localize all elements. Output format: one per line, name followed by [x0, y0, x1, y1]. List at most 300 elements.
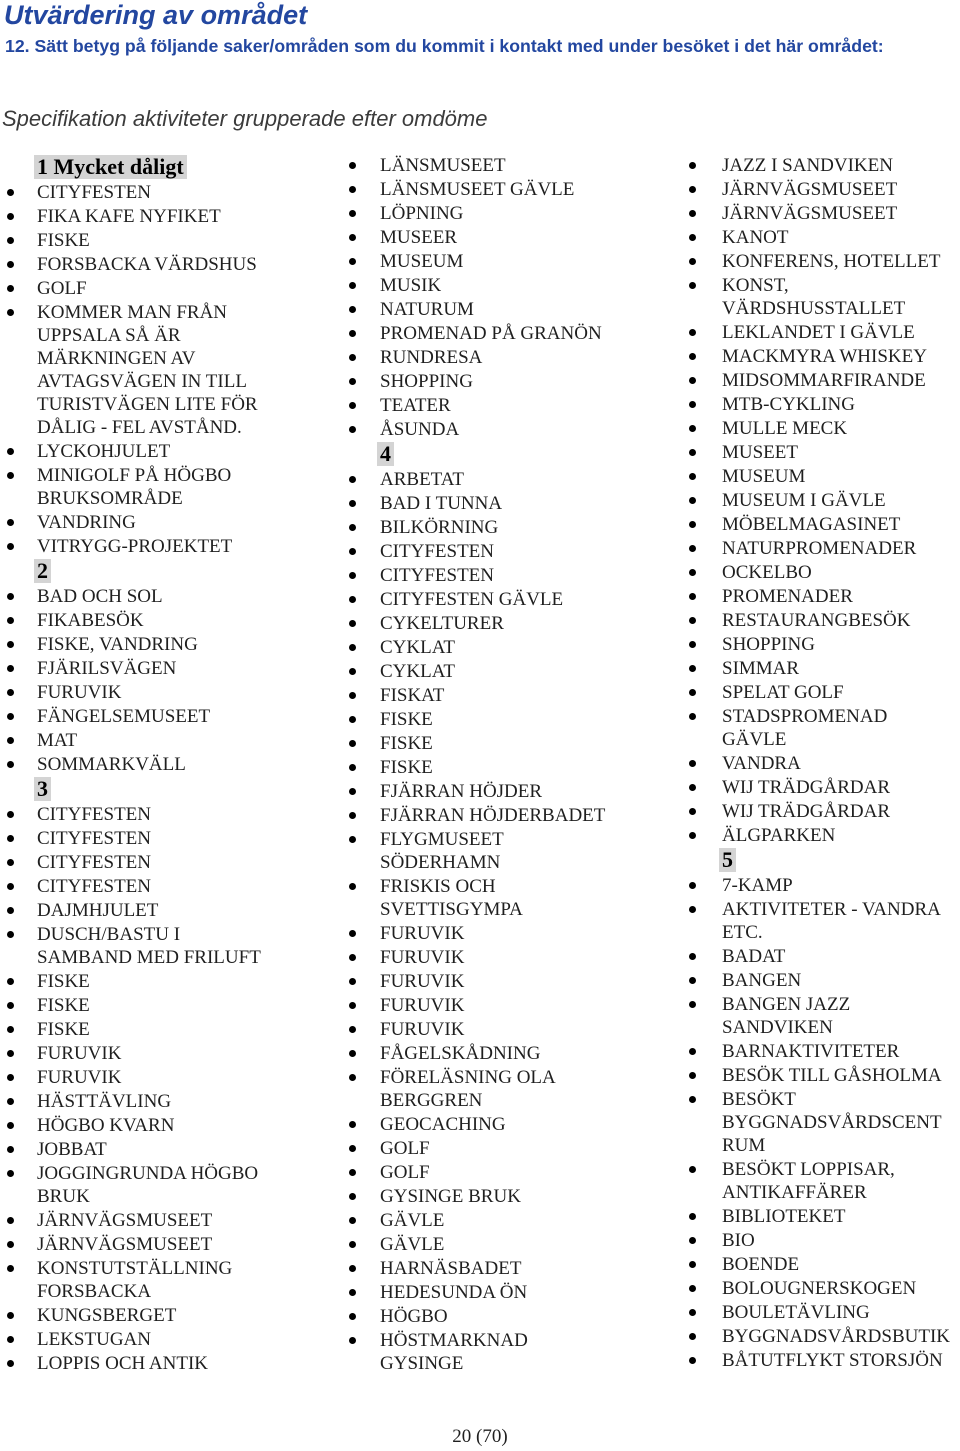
list-item — [682, 1349, 960, 1372]
list-item-label: BANGEN JAZZ SANDVIKEN — [722, 994, 851, 1038]
list-item-label: CITYFESTEN — [380, 541, 494, 562]
list-item — [342, 1042, 672, 1065]
bullet-icon — [7, 309, 14, 316]
list-item-label: CYKELTURER — [380, 613, 504, 634]
bullet-icon — [689, 1237, 696, 1244]
bullet-icon — [349, 572, 356, 579]
bullet-icon — [689, 545, 696, 552]
list-item — [342, 370, 672, 393]
list-item — [0, 994, 332, 1017]
list-item-label: CITYFESTEN — [380, 565, 494, 586]
list-item — [342, 154, 672, 177]
page-number: 20 (70) — [452, 1426, 508, 1447]
list-item — [342, 946, 672, 969]
bullet-icon — [689, 617, 696, 624]
bullet-icon — [689, 1096, 696, 1103]
list-item-label: CITYFESTEN — [37, 804, 151, 825]
bullet-icon — [349, 1050, 356, 1057]
list-item — [0, 851, 332, 874]
list-item — [0, 1328, 332, 1351]
bullet-icon — [689, 282, 696, 289]
list-item-label: FJÄRILSVÄGEN — [37, 658, 177, 679]
list-item — [342, 1329, 672, 1375]
list-item-label: FISKE — [380, 733, 433, 754]
list-item-label: STADSPROMENAD GÄVLE — [722, 706, 888, 750]
bullet-icon — [7, 907, 14, 914]
list-item-label: MTB-CYKLING — [722, 394, 855, 415]
list-item — [342, 756, 672, 779]
bullet-icon — [689, 713, 696, 720]
bullet-icon — [689, 1357, 696, 1364]
list-item — [682, 178, 960, 201]
list-item — [0, 1066, 332, 1089]
list-item-label: FURUVIK — [37, 682, 122, 703]
list-item — [682, 969, 960, 992]
list-column — [342, 154, 672, 1376]
bullet-icon — [7, 1217, 14, 1224]
list-item-label: FURUVIK — [380, 923, 465, 944]
list-item — [342, 732, 672, 755]
list-item-label: OCKELBO — [722, 562, 812, 583]
bullet-icon — [349, 1074, 356, 1081]
list-item — [0, 1042, 332, 1065]
list-item — [342, 346, 672, 369]
list-item-label: GÄVLE — [380, 1234, 445, 1255]
bullet-icon — [349, 234, 356, 241]
list-item — [0, 585, 332, 608]
list-item — [342, 828, 672, 874]
list-item-label: JÄRNVÄGSMUSEET — [722, 203, 898, 224]
bullet-icon — [349, 378, 356, 385]
bullet-icon — [7, 213, 14, 220]
list-item — [0, 970, 332, 993]
list-item-label: VANDRA — [722, 753, 801, 774]
list-item — [0, 1018, 332, 1041]
list-item — [0, 609, 332, 632]
bullet-icon — [689, 641, 696, 648]
list-item — [342, 1137, 672, 1160]
list-item-label: HÖGBO KVARN — [37, 1115, 175, 1136]
list-item-label: FIKA KAFE NYFIKET — [37, 206, 221, 227]
list-item — [342, 298, 672, 321]
list-item — [342, 1233, 672, 1256]
list-item-label: NATURUM — [380, 299, 474, 320]
bullet-icon — [689, 1285, 696, 1292]
list-item — [682, 776, 960, 799]
list-item — [0, 875, 332, 898]
list-item — [342, 202, 672, 225]
list-item — [0, 753, 332, 776]
list-item — [682, 250, 960, 273]
list-item-label: FISKE — [37, 1019, 90, 1040]
list-item-label: RUNDRESA — [380, 347, 483, 368]
bullet-icon — [689, 569, 696, 576]
list-item — [682, 1040, 960, 1063]
bullet-icon — [689, 808, 696, 815]
list-item — [682, 945, 960, 968]
bullet-icon — [689, 401, 696, 408]
bullet-icon — [689, 689, 696, 696]
list-item-label: BÅTUTFLYKT STORSJÖN — [722, 1350, 943, 1371]
list-item-label: GOLF — [380, 1138, 430, 1159]
bullet-icon — [349, 1169, 356, 1176]
list-item-label: FLYGMUSEET SÖDERHAMN — [380, 829, 504, 873]
list-item — [682, 1301, 960, 1324]
list-item-label: MUSEER — [380, 227, 458, 248]
list-item — [342, 636, 672, 659]
list-item-label: PROMENADER — [722, 586, 853, 607]
list-item — [682, 993, 960, 1039]
bullet-icon — [7, 1170, 14, 1177]
list-item-label: FJÄRRAN HÖJDERBADET — [380, 805, 606, 826]
list-item-label: MUSIK — [380, 275, 442, 296]
list-item-label: KANOT — [722, 227, 789, 248]
list-item-label: GÄVLE — [380, 1210, 445, 1231]
list-item-label: KOMMER MAN FRÅN UPPSALA SÅ ÄR MÄRKNINGEN AV AVTAGSVÄGEN IN TILL TURISTVÄGEN LITE FÖR DÅLIG - FEL AVSTÅND. — [37, 302, 258, 438]
list-item — [342, 1257, 672, 1280]
bullet-icon — [349, 354, 356, 361]
bullet-icon — [349, 812, 356, 819]
list-item — [682, 537, 960, 560]
list-item-label: MULLE MECK — [722, 418, 848, 439]
rating-group-label: 1 Mycket dåligt — [34, 155, 187, 179]
list-item — [342, 1113, 672, 1136]
list-item-label: FURUVIK — [380, 995, 465, 1016]
list-item — [0, 1352, 332, 1375]
bullet-icon — [7, 641, 14, 648]
list-item-label: JÄRNVÄGSMUSEET — [722, 179, 898, 200]
rating-group-heading — [342, 442, 672, 466]
list-item-label: DUSCH/BASTU I SAMBAND MED FRILUFT — [37, 924, 261, 968]
rating-group-heading — [0, 559, 332, 583]
list-item — [682, 1253, 960, 1276]
bullet-icon — [349, 1121, 356, 1128]
list-item-label: KONFERENS, HOTELLET — [722, 251, 941, 272]
list-item — [682, 585, 960, 608]
list-item-label: SIMMAR — [722, 658, 800, 679]
list-item-label: BADAT — [722, 946, 786, 967]
list-item-label: LYCKOHJULET — [37, 441, 171, 462]
list-item — [682, 226, 960, 249]
bullet-icon — [7, 237, 14, 244]
list-item — [682, 800, 960, 823]
list-item-label: KUNGSBERGET — [37, 1305, 177, 1326]
bullet-icon — [349, 1193, 356, 1200]
list-item — [682, 465, 960, 488]
list-item — [0, 803, 332, 826]
bullet-icon — [689, 162, 696, 169]
bullet-icon — [7, 189, 14, 196]
list-item-label: CITYFESTEN — [37, 182, 151, 203]
list-item — [0, 181, 332, 204]
bullet-icon — [7, 519, 14, 526]
bullet-icon — [7, 261, 14, 268]
list-item — [0, 633, 332, 656]
bullet-icon — [349, 620, 356, 627]
list-item — [682, 633, 960, 656]
bullet-icon — [349, 1002, 356, 1009]
list-item — [0, 1162, 332, 1208]
list-item-label: ARBETAT — [380, 469, 464, 490]
list-column — [682, 154, 960, 1373]
bullet-icon — [689, 186, 696, 193]
list-item — [682, 1325, 960, 1348]
rating-group-label: 5 — [719, 848, 736, 872]
list-item-label: GOLF — [37, 278, 87, 299]
list-item-label: CITYFESTEN — [37, 852, 151, 873]
bullet-icon — [7, 737, 14, 744]
list-item-label: SPELAT GOLF — [722, 682, 844, 703]
bullet-icon — [349, 402, 356, 409]
bullet-icon — [689, 1333, 696, 1340]
list-item-label: BESÖKT LOPPISAR, ANTIKAFFÄRER — [722, 1159, 895, 1203]
list-item-label: GEOCACHING — [380, 1114, 506, 1135]
bullet-icon — [349, 210, 356, 217]
bullet-icon — [7, 931, 14, 938]
bullet-icon — [349, 1289, 356, 1296]
bullet-icon — [689, 953, 696, 960]
list-item-label: BIO — [722, 1230, 755, 1251]
list-item — [682, 321, 960, 344]
bullet-icon — [689, 425, 696, 432]
list-item — [342, 540, 672, 563]
list-item — [0, 729, 332, 752]
rating-group-label: 4 — [377, 442, 394, 466]
list-item — [682, 1088, 960, 1157]
bullet-icon — [349, 764, 356, 771]
bullet-icon — [7, 1074, 14, 1081]
list-item-label: JÄRNVÄGSMUSEET — [37, 1234, 213, 1255]
list-item-label: PROMENAD PÅ GRANÖN — [380, 323, 602, 344]
bullet-icon — [689, 832, 696, 839]
list-item — [342, 274, 672, 297]
list-item — [342, 875, 672, 921]
bullet-icon — [689, 977, 696, 984]
list-item — [342, 660, 672, 683]
list-item-label: FURUVIK — [380, 947, 465, 968]
list-item — [682, 369, 960, 392]
list-item-label: CYKLAT — [380, 637, 455, 658]
list-item — [682, 274, 960, 320]
list-item — [0, 705, 332, 728]
list-item-label: VANDRING — [37, 512, 136, 533]
list-item-label: FISKE — [37, 230, 90, 251]
list-item — [342, 922, 672, 945]
section-subheading: Specifikation aktiviteter grupperade efter omdöme — [2, 106, 488, 131]
list-item — [342, 564, 672, 587]
list-item-label: FÅGELSKÅDNING — [380, 1043, 541, 1064]
bullet-icon — [689, 1001, 696, 1008]
bullet-icon — [349, 1313, 356, 1320]
list-item-label: SHOPPING — [380, 371, 473, 392]
bullet-icon — [7, 1098, 14, 1105]
list-item — [682, 489, 960, 512]
list-item — [342, 322, 672, 345]
list-item — [342, 468, 672, 491]
bullet-icon — [689, 449, 696, 456]
list-item — [682, 417, 960, 440]
list-item — [342, 780, 672, 803]
list-item-label: DAJMHJULET — [37, 900, 159, 921]
list-item — [682, 824, 960, 847]
list-item-label: FURUVIK — [37, 1043, 122, 1064]
list-item-label: BOENDE — [722, 1254, 800, 1275]
bullet-icon — [349, 426, 356, 433]
list-item-label: SOMMARKVÄLL — [37, 754, 186, 775]
bullet-icon — [349, 692, 356, 699]
list-item-label: KONSTUTSTÄLLNING FORSBACKA — [37, 1258, 233, 1302]
list-item — [0, 1233, 332, 1256]
list-item-label: BOULETÄVLING — [722, 1302, 870, 1323]
bullet-icon — [349, 1217, 356, 1224]
bullet-icon — [7, 761, 14, 768]
list-item — [682, 561, 960, 584]
list-item-label: FÖRELÄSNING OLA BERGGREN — [380, 1067, 556, 1111]
bullet-icon — [7, 811, 14, 818]
list-item-label: MUSEUM I GÄVLE — [722, 490, 886, 511]
list-item-label: FISKE — [37, 995, 90, 1016]
bullet-icon — [689, 1309, 696, 1316]
list-item — [342, 588, 672, 611]
bullet-icon — [689, 760, 696, 767]
list-item-label: GYSINGE BRUK — [380, 1186, 521, 1207]
list-item — [0, 277, 332, 300]
list-item — [342, 492, 672, 515]
list-item-label: BARNAKTIVITETER — [722, 1041, 900, 1062]
list-item-label: LÖPNING — [380, 203, 464, 224]
list-item — [0, 205, 332, 228]
list-item — [682, 609, 960, 632]
list-item-label: SHOPPING — [722, 634, 815, 655]
list-item — [682, 345, 960, 368]
bullet-icon — [7, 883, 14, 890]
list-item-label: BESÖKT BYGGNADSVÅRDSCENT RUM — [722, 1089, 942, 1156]
bullet-icon — [689, 784, 696, 791]
bullet-icon — [349, 596, 356, 603]
bullet-icon — [689, 906, 696, 913]
bullet-icon — [7, 1026, 14, 1033]
list-item-label: JAZZ I SANDVIKEN — [722, 155, 893, 176]
list-item-label: LOPPIS OCH ANTIK — [37, 1353, 209, 1374]
list-item-label: HEDESUNDA ÖN — [380, 1282, 528, 1303]
list-item-label: 7-KAMP — [722, 875, 793, 896]
bullet-icon — [689, 1072, 696, 1079]
list-item — [682, 657, 960, 680]
list-item — [682, 441, 960, 464]
bullet-icon — [689, 1166, 696, 1173]
bullet-icon — [7, 1360, 14, 1367]
bullet-icon — [7, 285, 14, 292]
list-item-label: FURUVIK — [37, 1067, 122, 1088]
bullet-icon — [7, 1265, 14, 1272]
bullet-icon — [689, 497, 696, 504]
bullet-icon — [349, 1145, 356, 1152]
list-item-label: CITYFESTEN GÄVLE — [380, 589, 564, 610]
list-item-label: ÅSUNDA — [380, 419, 460, 440]
bullet-icon — [7, 543, 14, 550]
list-item — [682, 393, 960, 416]
list-item-label: GOLF — [380, 1162, 430, 1183]
list-item — [0, 899, 332, 922]
list-item-label: LÄNSMUSEET — [380, 155, 506, 176]
bullet-icon — [689, 329, 696, 336]
bullet-icon — [689, 234, 696, 241]
list-item — [0, 827, 332, 850]
list-item-label: HÄSTTÄVLING — [37, 1091, 172, 1112]
list-item-label: FISKE, VANDRING — [37, 634, 198, 655]
list-item-label: MINIGOLF PÅ HÖGBO BRUKSOMRÅDE — [37, 465, 232, 509]
list-item — [0, 229, 332, 252]
list-item — [682, 1229, 960, 1252]
bullet-icon — [349, 1337, 356, 1344]
list-item-label: FURUVIK — [380, 971, 465, 992]
bullet-icon — [349, 930, 356, 937]
list-item-label: MACKMYRA WHISKEY — [722, 346, 927, 367]
bullet-icon — [689, 593, 696, 600]
rating-group-label: 3 — [34, 777, 51, 801]
bullet-icon — [7, 1146, 14, 1153]
list-item-label: JOBBAT — [37, 1139, 107, 1160]
bullet-icon — [7, 859, 14, 866]
list-item-label: MUSEUM — [722, 466, 806, 487]
list-item-label: MAT — [37, 730, 78, 751]
list-item-label: FIKABESÖK — [37, 610, 144, 631]
list-item — [682, 705, 960, 751]
bullet-icon — [349, 740, 356, 747]
bullet-icon — [349, 788, 356, 795]
list-item-label: WIJ TRÄDGÅRDAR — [722, 801, 891, 822]
list-item-label: FISKE — [37, 971, 90, 992]
bullet-icon — [7, 472, 14, 479]
list-item — [342, 994, 672, 1017]
list-item — [342, 250, 672, 273]
list-item — [0, 1257, 332, 1303]
list-item-label: TEATER — [380, 395, 451, 416]
bullet-icon — [349, 954, 356, 961]
list-item-label: BIBLIOTEKET — [722, 1206, 846, 1227]
list-item-label: HARNÄSBADET — [380, 1258, 522, 1279]
list-item — [342, 1305, 672, 1328]
list-item-label: BAD OCH SOL — [37, 586, 163, 607]
list-item — [0, 1209, 332, 1232]
list-item-label: LÄNSMUSEET GÄVLE — [380, 179, 575, 200]
list-item — [342, 1281, 672, 1304]
list-item — [342, 1066, 672, 1112]
bullet-icon — [349, 1265, 356, 1272]
bullet-icon — [349, 258, 356, 265]
list-item — [0, 1304, 332, 1327]
bullet-icon — [689, 377, 696, 384]
list-item — [682, 681, 960, 704]
list-item-label: JÄRNVÄGSMUSEET — [37, 1210, 213, 1231]
list-item-label: CYKLAT — [380, 661, 455, 682]
bullet-icon — [7, 1312, 14, 1319]
list-item — [682, 874, 960, 897]
list-item-label: FISKAT — [380, 685, 445, 706]
list-item — [342, 970, 672, 993]
list-item-label: MIDSOMMARFIRANDE — [722, 370, 926, 391]
bullet-icon — [349, 524, 356, 531]
list-item — [342, 226, 672, 249]
list-item — [342, 708, 672, 731]
list-item — [0, 464, 332, 510]
list-item-label: MUSEET — [722, 442, 798, 463]
bullet-icon — [7, 1122, 14, 1129]
list-item — [682, 513, 960, 536]
list-item — [682, 202, 960, 225]
list-item-label: BILKÖRNING — [380, 517, 499, 538]
list-item — [682, 1158, 960, 1204]
